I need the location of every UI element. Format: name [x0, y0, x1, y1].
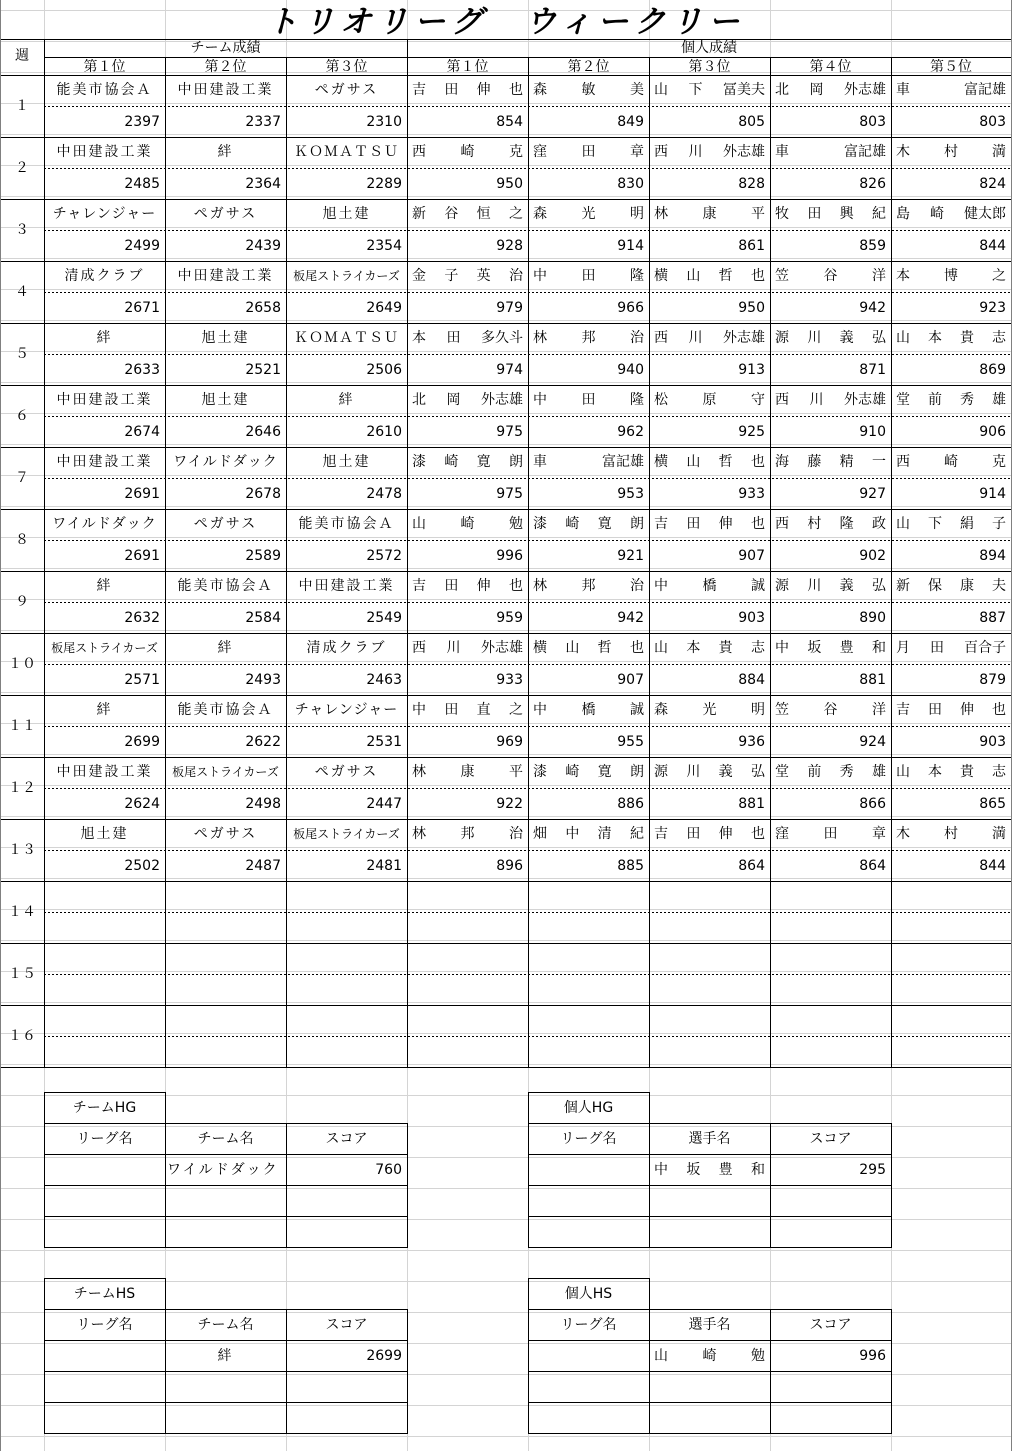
team-score: 2624: [124, 796, 160, 812]
player-score: 896: [496, 858, 523, 874]
player-name: 源 川 義 弘: [775, 578, 886, 594]
player-score: 966: [617, 300, 644, 316]
team-name: 旭土建: [322, 206, 371, 222]
player-score: 906: [979, 424, 1006, 440]
player-score: 871: [859, 362, 886, 378]
team-name: 中田建設工業: [298, 578, 395, 594]
team-score: 2354: [366, 238, 402, 254]
team-name: ペガサス: [193, 826, 258, 842]
player-score: 864: [859, 858, 886, 874]
week-number: １: [15, 98, 29, 114]
player-score: 907: [738, 548, 765, 564]
player-score: 879: [979, 672, 1006, 688]
team-name: ペガサス: [314, 82, 379, 98]
indiv-hg-title: 個人HG: [563, 1100, 614, 1116]
team-hg-title: チームHG: [72, 1100, 137, 1116]
week-number: ８: [15, 532, 29, 548]
player-name: 西 崎 克: [896, 454, 1006, 470]
player-name: 車 富記雄: [775, 144, 886, 160]
player-name: 林 康 平: [412, 764, 523, 780]
player-score: 907: [617, 672, 644, 688]
team-name: ワイルドダック: [173, 454, 278, 470]
indiv-hs-name-header: 選手名: [688, 1317, 731, 1333]
team-hs-title: チームHS: [73, 1286, 136, 1302]
team-score: 2498: [245, 796, 281, 812]
team-score: 2337: [245, 114, 281, 130]
player-score: 914: [617, 238, 644, 254]
player-name: 島 崎 健太郎: [896, 206, 1006, 222]
player-name: 横 山 哲 也: [654, 454, 765, 470]
player-score: 890: [859, 610, 886, 626]
player-name: 森 敏 美: [533, 82, 644, 98]
team-score: 2633: [124, 362, 160, 378]
player-name: 中 橋 誠: [533, 702, 644, 718]
player-name: 窪 田 章: [533, 144, 644, 160]
player-score: 925: [738, 424, 765, 440]
team-name: 中田建設工業: [56, 144, 153, 160]
indiv-rank-header: 第４位: [809, 59, 852, 75]
team-hs-score-header: スコア: [325, 1317, 368, 1333]
team-score: 2502: [124, 858, 160, 874]
player-score: 936: [738, 734, 765, 750]
player-name: 西 村 隆 政: [775, 516, 886, 532]
team-score: 2584: [245, 610, 281, 626]
player-score: 922: [496, 796, 523, 812]
team-name: 能美市協会Ａ: [298, 516, 395, 532]
player-score: 894: [979, 548, 1006, 564]
team-hg-score-header: スコア: [325, 1131, 368, 1147]
team-score: 2485: [124, 176, 160, 192]
individual-results-header: 個人成績: [681, 40, 737, 56]
player-name: 中 坂 豊 和: [775, 640, 886, 656]
indiv-hs-league-header: リーグ名: [560, 1317, 617, 1333]
team-score: 2572: [366, 548, 402, 564]
player-name: 月 田 百合子: [896, 640, 1006, 656]
team-name: 板尾ストライカーズ: [51, 641, 158, 655]
player-score: 886: [617, 796, 644, 812]
indiv-rank-header: 第２位: [567, 59, 610, 75]
team-results-header: チーム成績: [190, 40, 261, 56]
player-name: 本 博 之: [896, 268, 1006, 284]
team-score: 2658: [245, 300, 281, 316]
player-name: 漆 崎 寛 朗: [412, 454, 523, 470]
player-name: 新 谷 恒 之: [412, 206, 523, 222]
team-name: ＫＯＭＡＴＳＵ: [294, 330, 399, 346]
team-name: ペガサス: [193, 206, 258, 222]
week-number: １４: [8, 904, 36, 920]
player-score: 969: [496, 734, 523, 750]
player-name: 笠 谷 洋: [775, 268, 886, 284]
player-name: 北 岡 外志雄: [775, 82, 886, 98]
team-hs-name-header: チーム名: [197, 1317, 254, 1333]
team-score: 2671: [124, 300, 160, 316]
team-name: チャレンジャー: [294, 702, 399, 718]
team-rank-header: 第１位: [83, 59, 126, 75]
team-name: 板尾ストライカーズ: [293, 827, 400, 841]
indiv-rank-header: 第５位: [930, 59, 972, 75]
team-name: 能美市協会Ａ: [177, 578, 274, 594]
player-name: 牧 田 興 紀: [775, 206, 886, 222]
team-score: 2463: [366, 672, 402, 688]
week-number: １５: [8, 966, 36, 982]
team-name: ペガサス: [193, 516, 258, 532]
indiv-rank-header: 第１位: [446, 59, 489, 75]
player-score: 864: [738, 858, 765, 874]
player-name: 漆 崎 寛 朗: [533, 764, 644, 780]
team-hg-league-header: リーグ名: [76, 1131, 133, 1147]
player-name: 新 保 康 夫: [896, 578, 1006, 594]
team-name: 旭土建: [80, 826, 129, 842]
week-number: ７: [15, 470, 29, 486]
team-name: 能美市協会Ａ: [56, 82, 153, 98]
team-name: 中田建設工業: [177, 82, 274, 98]
team-name: ペガサス: [314, 764, 379, 780]
team-name: 絆: [338, 392, 355, 408]
team-name: 中田建設工業: [56, 392, 153, 408]
player-name: 林 邦 治: [533, 330, 644, 346]
player-score: 942: [859, 300, 886, 316]
team-score: 2646: [245, 424, 281, 440]
indiv-hs-title: 個人HS: [564, 1286, 613, 1302]
week-number: １０: [8, 656, 36, 672]
player-name: 吉 田 伸 也: [412, 82, 523, 98]
team-score: 2493: [245, 672, 281, 688]
player-name: 林 邦 治: [412, 826, 523, 842]
player-score: 828: [738, 176, 765, 192]
team-name: 旭土建: [201, 330, 250, 346]
player-score: 902: [859, 548, 886, 564]
player-name: 森 光 明: [654, 702, 765, 718]
team-name: 板尾ストライカーズ: [172, 765, 279, 779]
player-name: 中 橋 誠: [654, 578, 765, 594]
player-score: 830: [617, 176, 644, 192]
team-score: 2439: [245, 238, 281, 254]
player-name: 海 藤 精 一: [775, 454, 886, 470]
player-name: 西 川 外志雄: [654, 144, 765, 160]
player-name: 横 山 哲 也: [654, 268, 765, 284]
indiv-hs-score: 996: [859, 1348, 886, 1364]
player-name: 漆 崎 寛 朗: [533, 516, 644, 532]
team-score: 2481: [366, 858, 402, 874]
player-score: 979: [496, 300, 523, 316]
team-score: 2521: [245, 362, 281, 378]
team-name: 清成クラブ: [306, 640, 387, 656]
player-score: 927: [859, 486, 886, 502]
week-number: １１: [8, 718, 36, 734]
team-score: 2499: [124, 238, 160, 254]
week-number: １２: [8, 780, 36, 796]
indiv-hg-score: 295: [859, 1162, 886, 1178]
player-score: 881: [738, 796, 765, 812]
player-name: 堂 前 秀 雄: [896, 392, 1006, 408]
player-name: 山 崎 勉: [412, 516, 523, 532]
week-number: ４: [15, 284, 29, 300]
player-score: 805: [738, 114, 765, 130]
player-score: 950: [496, 176, 523, 192]
player-score: 865: [979, 796, 1006, 812]
week-number: ５: [15, 346, 29, 362]
week-number: ９: [15, 594, 29, 610]
player-score: 866: [859, 796, 886, 812]
player-name: 窪 田 章: [775, 826, 886, 842]
player-name: 源 川 義 弘: [654, 764, 765, 780]
player-name: 中 田 直 之: [412, 702, 523, 718]
player-name: 森 光 明: [533, 206, 644, 222]
team-name: チャレンジャー: [52, 206, 157, 222]
team-score: 2649: [366, 300, 402, 316]
indiv-hg-league-header: リーグ名: [560, 1131, 617, 1147]
player-score: 950: [738, 300, 765, 316]
player-score: 996: [496, 548, 523, 564]
week-number: ６: [15, 408, 29, 424]
team-score: 2610: [366, 424, 402, 440]
player-score: 924: [859, 734, 886, 750]
indiv-hg-name-header: 選手名: [688, 1131, 731, 1147]
team-name: ＫＯＭＡＴＳＵ: [294, 144, 399, 160]
week-number: ２: [15, 160, 29, 176]
team-score: 2622: [245, 734, 281, 750]
player-score: 903: [738, 610, 765, 626]
team-name: ワイルドダック: [52, 516, 157, 532]
player-score: 861: [738, 238, 765, 254]
team-score: 2691: [124, 548, 160, 564]
team-score: 2447: [366, 796, 402, 812]
team-name: 中田建設工業: [56, 454, 153, 470]
team-score: 2674: [124, 424, 160, 440]
team-hs-score: 2699: [366, 1348, 402, 1364]
team-score: 2699: [124, 734, 160, 750]
player-name: 堂 前 秀 雄: [775, 764, 886, 780]
player-name: 本 田 多久斗: [412, 330, 523, 346]
page-title: トリオリーグ ウィークリー: [266, 4, 746, 40]
player-score: 884: [738, 672, 765, 688]
team-name: 絆: [96, 702, 113, 718]
player-score: 959: [496, 610, 523, 626]
player-score: 849: [617, 114, 644, 130]
indiv-hs-score-header: スコア: [809, 1317, 852, 1333]
player-score: 928: [496, 238, 523, 254]
team-score: 2571: [124, 672, 160, 688]
team-hg-name: ワイルドダック: [167, 1162, 279, 1178]
player-score: 975: [496, 486, 523, 502]
player-score: 955: [617, 734, 644, 750]
team-score: 2289: [366, 176, 402, 192]
player-score: 844: [979, 238, 1006, 254]
player-score: 975: [496, 424, 523, 440]
week-header: 週: [15, 48, 29, 64]
team-name: 中田建設工業: [177, 268, 274, 284]
team-score: 2478: [366, 486, 402, 502]
team-score: 2487: [245, 858, 281, 874]
player-score: 910: [859, 424, 886, 440]
player-score: 869: [979, 362, 1006, 378]
team-name: 絆: [217, 640, 234, 656]
player-name: 吉 田 伸 也: [654, 516, 765, 532]
player-name: 木 村 満: [896, 144, 1006, 160]
player-name: 山 本 貴 志: [896, 330, 1006, 346]
team-score: 2506: [366, 362, 402, 378]
player-name: 中 田 隆: [533, 268, 644, 284]
team-hg-name-header: チーム名: [197, 1131, 254, 1147]
team-name: 板尾ストライカーズ: [293, 269, 400, 283]
player-score: 942: [617, 610, 644, 626]
player-name: 林 康 平: [654, 206, 765, 222]
team-name: 絆: [217, 144, 234, 160]
player-score: 824: [979, 176, 1006, 192]
team-name: 旭土建: [201, 392, 250, 408]
team-score: 2531: [366, 734, 402, 750]
team-score: 2549: [366, 610, 402, 626]
team-score: 2691: [124, 486, 160, 502]
team-rank-header: 第２位: [204, 59, 247, 75]
player-name: 林 邦 治: [533, 578, 644, 594]
team-score: 2397: [124, 114, 160, 130]
week-number: １６: [8, 1028, 36, 1044]
player-name: 車 富記雄: [896, 82, 1006, 98]
team-score: 2310: [366, 114, 402, 130]
player-score: 953: [617, 486, 644, 502]
team-name: 旭土建: [322, 454, 371, 470]
player-name: 松 原 守: [654, 392, 765, 408]
team-name: 絆: [96, 330, 113, 346]
team-hs-league-header: リーグ名: [76, 1317, 133, 1333]
player-score: 974: [496, 362, 523, 378]
player-name: 山 下 絹 子: [896, 516, 1006, 532]
team-name: 能美市協会Ａ: [177, 702, 274, 718]
team-score: 2364: [245, 176, 281, 192]
player-score: 923: [979, 300, 1006, 316]
player-score: 854: [496, 114, 523, 130]
player-score: 903: [979, 734, 1006, 750]
indiv-hg-name: 中 坂 豊 和: [654, 1162, 765, 1178]
player-score: 881: [859, 672, 886, 688]
team-name: 絆: [96, 578, 113, 594]
player-score: 921: [617, 548, 644, 564]
player-name: 笠 谷 洋: [775, 702, 886, 718]
player-name: 西 川 外志雄: [412, 640, 523, 656]
player-name: 山 下 冨美夫: [654, 82, 765, 98]
player-name: 車 富記雄: [533, 454, 644, 470]
player-name: 畑 中 清 紀: [533, 826, 644, 842]
player-score: 859: [859, 238, 886, 254]
player-name: 源 川 義 弘: [775, 330, 886, 346]
player-score: 803: [859, 114, 886, 130]
player-score: 844: [979, 858, 1006, 874]
player-score: 913: [738, 362, 765, 378]
player-name: 横 山 哲 也: [533, 640, 644, 656]
player-name: 山 本 貴 志: [654, 640, 765, 656]
team-score: 2678: [245, 486, 281, 502]
player-score: 803: [979, 114, 1006, 130]
team-name: 清成クラブ: [64, 268, 145, 284]
week-number: １３: [8, 842, 36, 858]
player-name: 中 田 隆: [533, 392, 644, 408]
player-score: 887: [979, 610, 1006, 626]
team-name: 中田建設工業: [56, 764, 153, 780]
team-hg-score: 760: [375, 1162, 402, 1178]
team-hs-name: 絆: [217, 1348, 234, 1364]
team-score: 2632: [124, 610, 160, 626]
player-score: 933: [496, 672, 523, 688]
player-score: 933: [738, 486, 765, 502]
player-name: 吉 田 伸 也: [412, 578, 523, 594]
player-score: 962: [617, 424, 644, 440]
player-name: 山 本 貴 志: [896, 764, 1006, 780]
indiv-rank-header: 第３位: [688, 59, 731, 75]
team-rank-header: 第３位: [325, 59, 368, 75]
player-score: 940: [617, 362, 644, 378]
player-name: 北 岡 外志雄: [412, 392, 523, 408]
player-name: 金 子 英 治: [412, 268, 523, 284]
indiv-hs-name: 山 崎 勉: [654, 1348, 765, 1364]
player-name: 吉 田 伸 也: [896, 702, 1006, 718]
indiv-hg-score-header: スコア: [809, 1131, 852, 1147]
player-name: 西 川 外志雄: [775, 392, 886, 408]
player-name: 西 崎 克: [412, 144, 523, 160]
team-score: 2589: [245, 548, 281, 564]
player-score: 826: [859, 176, 886, 192]
player-score: 885: [617, 858, 644, 874]
player-name: 吉 田 伸 也: [654, 826, 765, 842]
week-number: ３: [15, 222, 29, 238]
player-name: 木 村 満: [896, 826, 1006, 842]
player-name: 西 川 外志雄: [654, 330, 765, 346]
player-score: 914: [979, 486, 1006, 502]
